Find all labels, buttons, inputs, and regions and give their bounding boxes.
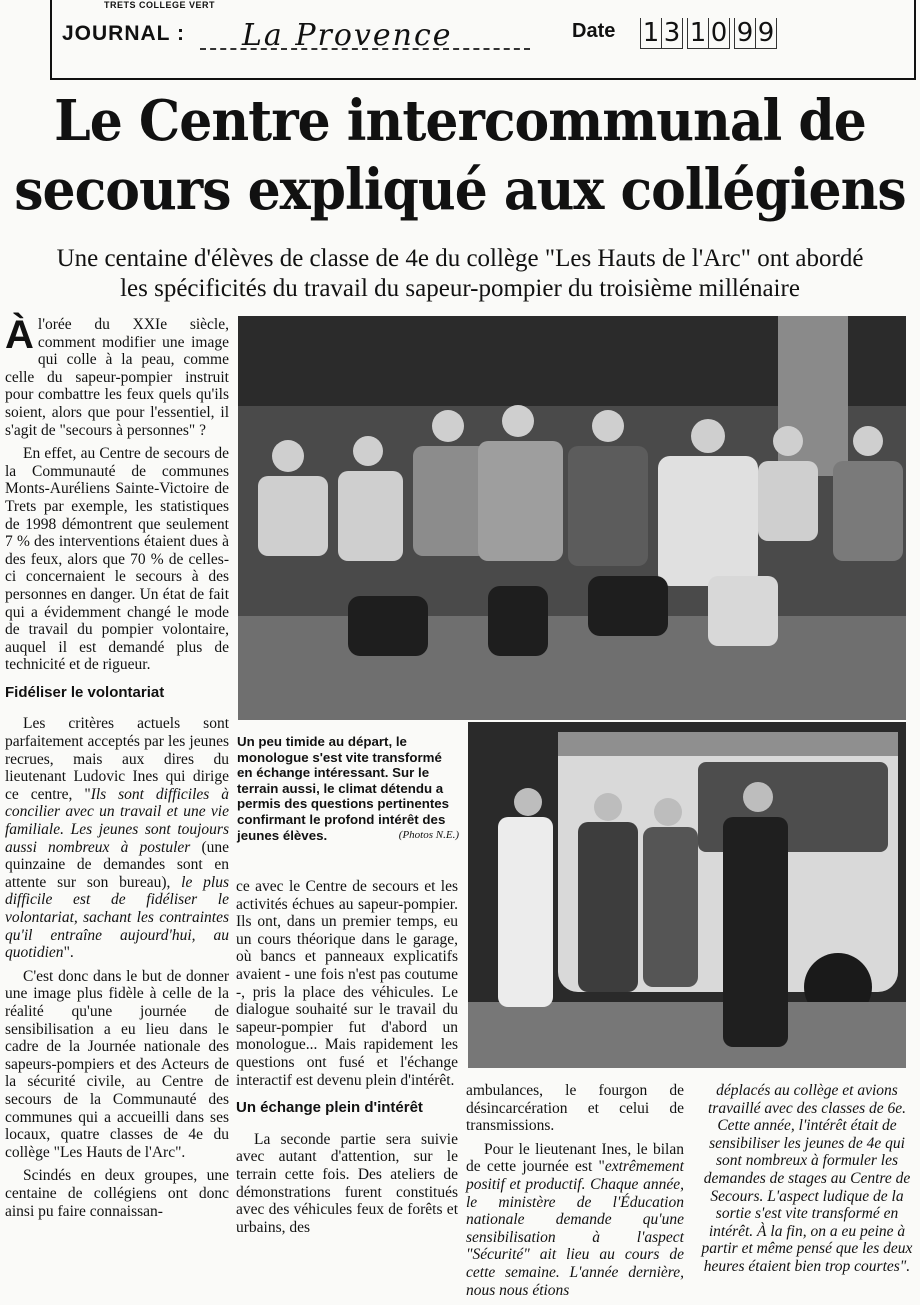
text-run: Pour le lieutenant Ines, le bilan de cette journée est ": [466, 1140, 684, 1176]
caption-text: Un peu timide au départ, le monologue s'est vite transformé en échange intéressant. Sur le terrain aussi, le climat détendu a permis des questions pertinentes confirmant le profond intérêt des jeunes élèves.: [237, 734, 450, 843]
paragraph: ambulances, le fourgon de désincarcération et celui de transmissions.: [466, 1082, 684, 1135]
paragraph-text: l'orée du XXIe siècle, comment modifier une image qui colle à la peau, comme celle du sapeur-pompier instruit pour combattre les feux quels qu'ils soient, alors que pour l'essentiel, il s'agit de "secours à personnes" ?: [5, 316, 229, 439]
date-year: [734, 18, 777, 49]
date-day: [640, 18, 683, 49]
paragraph: En effet, au Centre de secours de la Communauté de communes Monts-Auréliens Sainte-Victoire de Trets par exemple, les statistiques de 1998 démontrent que seulement 7 % des interventions étaient dues à des feux, alors que 70 % de celles-ci concernaient le secours à des personnes en danger. Un état de fait qui a évidemment changé le mode de travail du pompier volontaire, auquel il est demandé plus de technicité et de rigueur.: [5, 445, 229, 674]
quote-run: Ils sont difficiles à concilier avec un travail et une vie familiale. Les jeunes sont toujours aussi nombreux à postuler: [5, 785, 229, 856]
column-3: [466, 1082, 684, 1305]
headline-line-1: Le Centre intercommunal de: [54, 87, 866, 154]
students-seated-photo: [238, 316, 906, 720]
quote-run: le plus difficile est de fidéliser le volontariat, sachant les contraintes qu'il entraîne aujourd'hui, au quotidien: [5, 873, 229, 962]
date-label: Date: [572, 20, 616, 42]
date-digit: 9: [735, 18, 756, 48]
column-4: [699, 1082, 915, 1282]
text-run: Les critères actuels sont parfaitement acceptés par les jeunes recrues, mais aux dires du lieutenant Ludovic Ines qui dirige ce centre, ": [5, 715, 229, 803]
text-run: (une quinzaine de demandes sont en attente sur son bureau),: [5, 838, 229, 891]
headline-line-2: secours expliqué aux collégiens: [14, 157, 906, 223]
date-digit: 1: [688, 18, 709, 48]
paragraph: C'est donc dans le but de donner une image plus fidèle à celle de la réalité qu'une journée de sensibilisation a eu lieu dans le cadre de la Journée nationale des sapeurs-pompiers et des Acteurs de la sécurité civile, au Centre de secours de la Communauté des communes qui a accueilli dans ses locaux, quatre classes de 4e du collège "Les Hauts de l'Arc".: [5, 967, 229, 1161]
date-digit: 9: [757, 18, 775, 48]
date-digit: 1: [641, 18, 662, 48]
photo-caption: [237, 734, 459, 843]
article-headline: [0, 87, 920, 225]
date-digit: 3: [663, 18, 681, 48]
paragraph: déplacés au collège et avions travaillé avec des classes de 6e. Cette année, l'intérêt était de sensibiliser les jeunes de 4e qui sont nombreux à formuler les demandes de stages au Centre de Secours. L'aspect ludique de la sortie s'est vite transformé en intérêt. À la fin, on a eu peine à partir et même pensé que les deux heures étaient bien trop courtes".: [701, 1082, 913, 1275]
paragraph: ce avec le Centre de secours et les activités échues au sapeur-pompier. Ils ont, dans un premier temps, eu un cours théorique dans le garage, où bancs et panneaux explicatifs avaient - une fois n'est pas coutume -, pris la place des véhicules. Le dialogue souhaité sur le travail du sapeur-pompier fut d'abord un monologue... Mais rapidement les questions ont fusé et l'échange interactif est devenu plein d'intérêt.: [236, 878, 458, 1089]
date-digit: 0: [710, 18, 728, 48]
fire-truck-photo: [468, 722, 906, 1068]
date-month: [687, 18, 730, 49]
subhead-line-1: Une centaine d'élèves de classe de 4e du collège "Les Hauts de l'Arc" ont abordé: [56, 245, 864, 272]
drop-cap: À: [5, 313, 34, 357]
journal-name: La Provence: [242, 18, 453, 53]
section-heading: Fidéliser le volontariat: [5, 683, 165, 701]
paragraph: [5, 715, 229, 961]
paragraph: La seconde partie sera suivie avec autant d'attention, sur le terrain cette fois. Des ateliers de démonstrations furent constitués avec des véhicules feux de forêts et urbains, des: [236, 1130, 458, 1236]
students-photo-graphic: [238, 316, 906, 720]
paragraph: [5, 313, 229, 439]
column-1: [5, 313, 229, 1226]
article-subhead: [0, 244, 920, 304]
column-2: [236, 878, 458, 1242]
date-boxes: [640, 18, 777, 49]
fire-truck-photo-graphic: [468, 722, 906, 1068]
paragraph: [466, 1141, 684, 1299]
text-run: ".: [63, 944, 74, 962]
quote-run: extrêmement positif et productif. Chaque année, le ministère de l'Éducation nationale demande qu'une sensibilisation à l'aspect "Sécurité" ait lieu au cours de cette semaine. L'année dernière, nous nous étions: [466, 1158, 684, 1299]
photo-credit: (Photos N.E.): [398, 828, 459, 841]
section-heading: Un échange plein d'intérêt: [236, 1099, 423, 1117]
journal-label: JOURNAL :: [62, 22, 185, 45]
college-stamp: TRETS COLLEGE VERT: [104, 0, 216, 10]
paragraph: Scindés en deux groupes, une centaine de collégiens ont donc ainsi pu faire connaissan-: [5, 1167, 229, 1220]
subhead-line-2: les spécificités du travail du sapeur-pompier du troisième millénaire: [120, 275, 800, 302]
